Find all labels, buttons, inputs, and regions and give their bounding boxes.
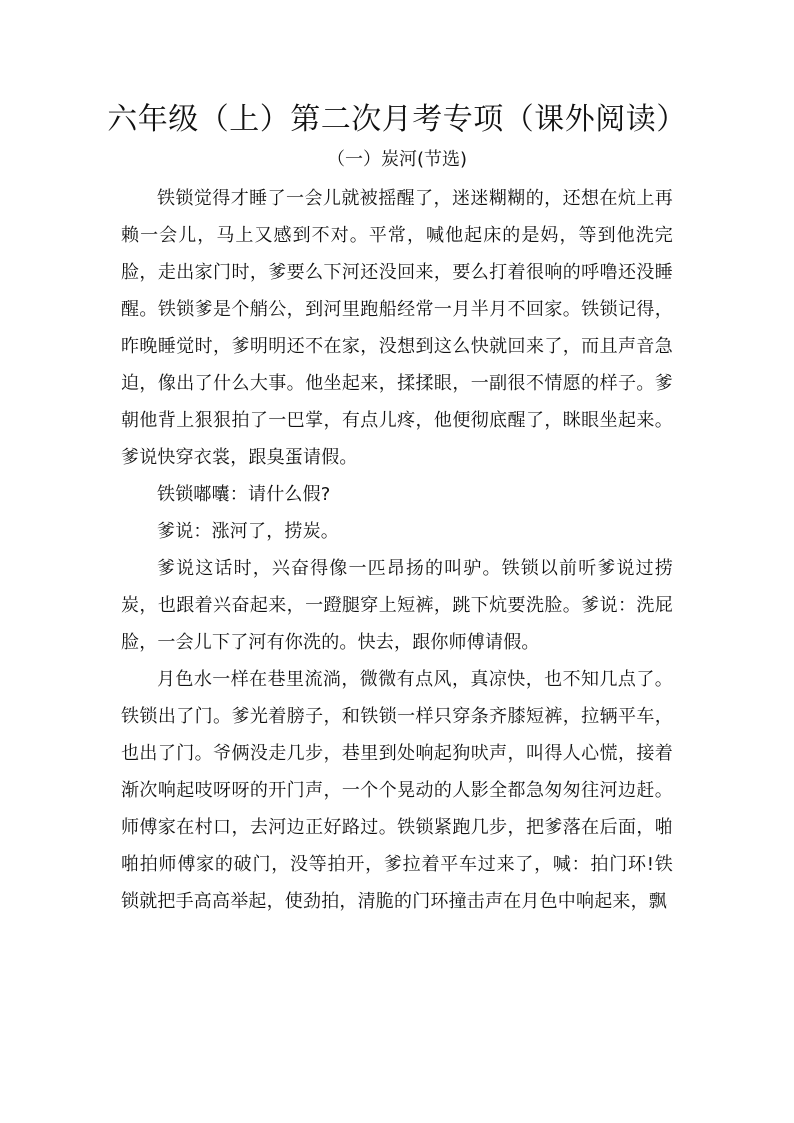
document-body: [121, 180, 673, 920]
paragraph-1: 铁锁觉得才睡了一会儿就被摇醒了，迷迷糊糊的，还想在炕上再赖一会儿，马上又感到不对。平常，喊他起床的是妈，等到他洗完脸，走出家门时，爹要么下河还没回来，要么打着很响的呼噜还没睡醒。铁锁爹是个艄公，到河里跑船经常一月半月不回家。铁锁记得，昨晚睡觉时，爹明明还不在家，没想到这么快就回来了，而且声音急迫，像出了什么大事。他坐起来，揉揉眼，一副很不情愿的样子。爹朝他背上狠狠拍了一巴掌，有点儿疼，他便彻底醒了，眯眼坐起来。爹说快穿衣裳，跟臭蛋请假。: [121, 188, 673, 468]
paragraph-2: 铁锁嘟囔：请什么假?: [157, 484, 331, 505]
paragraph-3: 爹说：涨河了，捞炭。: [157, 521, 339, 542]
document-title: 六年级（上）第二次月考专项（课外阅读）: [107, 102, 687, 137]
paragraph-4: 爹说这话时，兴奋得像一匹昂扬的叫驴。铁锁以前听爹说过捞炭，也跟着兴奋起来，一蹬腿穿上短裤，跳下炕要洗脸。爹说：洗屁脸，一会儿下了河有你洗的。快去，跟你师傅请假。: [121, 558, 673, 653]
document-subtitle: （一）炭河(节选): [326, 149, 468, 170]
paragraph-5: 月色水一样在巷里流淌，微微有点风，真凉快，也不知几点了。铁锁出了门。爹光着膀子，和铁锁一样只穿条齐膝短裤，拉辆平车，也出了门。爷俩没走几步，巷里到处响起狗吠声，叫得人心慌，接着渐次响起吱呀呀的开门声，一个个晃动的人影全都急匆匆往河边赶。师傅家在村口，去河边正好路过。铁锁紧跑几步，把爹落在后面，啪啪拍师傅家的破门，没等拍开，爹拉着平车过来了，喊：拍门环!铁锁就把手高高举起，使劲拍，清脆的门环撞击声在月色中响起来，飘: [121, 669, 673, 912]
